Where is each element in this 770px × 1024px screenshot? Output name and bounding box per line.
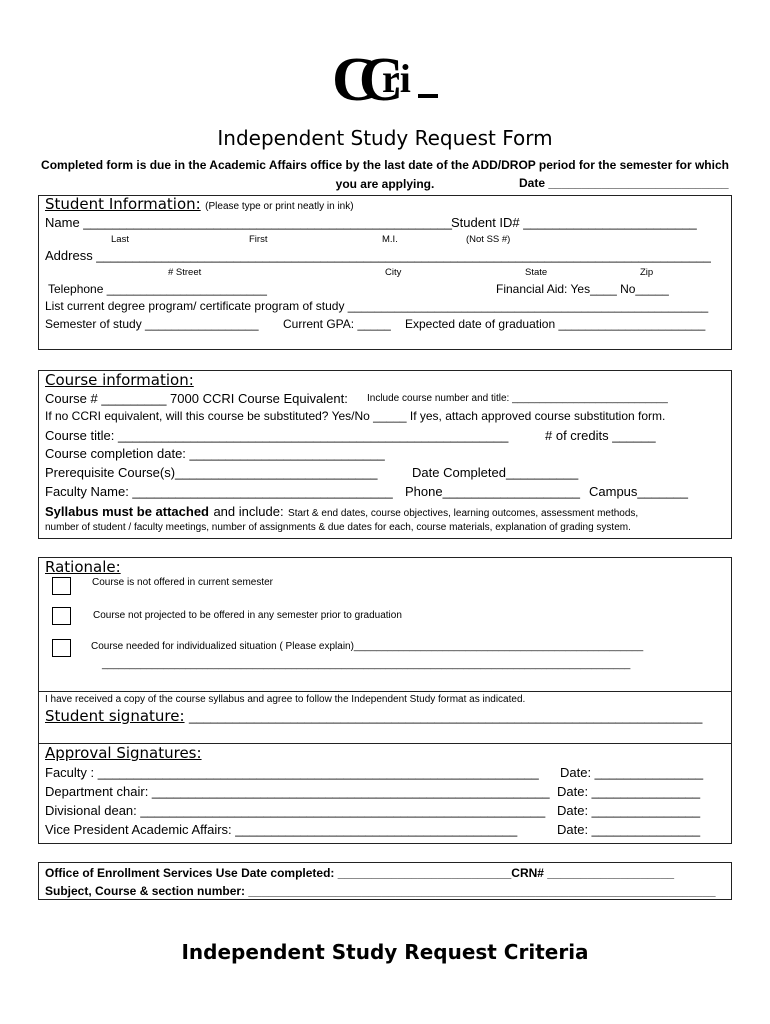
agreement-text: I have received a copy of the course syllabus and agree to follow the Independent Study format as indicated. — [45, 694, 526, 705]
checkbox-not-projected[interactable] — [52, 607, 71, 625]
dean-date-field[interactable]: Date: _______________ — [557, 803, 701, 818]
course-number-field[interactable]: Course # _________ 7000 CCRI Course Equivalent: — [45, 391, 348, 406]
first-label: First — [249, 234, 268, 245]
vp-signature-field[interactable]: Vice President Academic Affairs: _______________________________________ — [45, 822, 518, 837]
form-title: Independent Study Request Form — [217, 126, 553, 150]
option-not-offered: Course is not offered in current semester — [92, 577, 274, 588]
phone-field[interactable]: Phone___________________ — [405, 484, 580, 499]
mi-label: M.I. — [382, 234, 398, 245]
city-label: City — [385, 267, 402, 278]
zip-label: Zip — [640, 267, 654, 278]
completion-date-field[interactable]: Course completion date: ___________________________ — [45, 446, 385, 461]
syllabus-requirement — [45, 503, 638, 521]
student-id-field[interactable]: Student ID# ________________________ — [451, 215, 697, 230]
street-label: # Street — [168, 267, 202, 278]
date-completed-field[interactable]: Date Completed__________ — [412, 465, 579, 480]
svg-text:ri: ri — [382, 56, 411, 101]
syllabus-bold: Syllabus must be attached — [45, 504, 209, 519]
header-date-field[interactable]: Date ___________________________ — [519, 176, 729, 190]
student-info-heading — [45, 195, 354, 214]
syllabus-detail-2: number of student / faculty meetings, number of assignments & due dates for each, course materials, explanation of grading system. — [45, 522, 631, 533]
not-ss-label: (Not SS #) — [466, 234, 511, 245]
approval-title: Approval Signatures: — [45, 744, 202, 762]
course-info-title: Course information: — [45, 371, 194, 389]
rationale-title: Rationale: — [45, 558, 121, 576]
gpa-field[interactable]: Current GPA: _____ — [283, 317, 391, 331]
student-info-note: (Please type or print neatly in ink) — [205, 201, 354, 212]
prerequisite-field[interactable]: Prerequisite Course(s)____________________________ — [45, 465, 378, 480]
intro-text: Completed form is due in the Academic Affairs office by the last date of the ADD/DROP period for the semester for which you are applying. — [41, 158, 729, 191]
credits-field[interactable]: # of credits ______ — [545, 428, 656, 443]
name-field[interactable]: Name ___________________________________________________ — [45, 215, 453, 230]
faculty-date-field[interactable]: Date: _______________ — [560, 765, 704, 780]
telephone-field[interactable]: Telephone ________________________ — [48, 282, 267, 296]
svg-text:CC: CC — [332, 46, 386, 112]
checkbox-not-offered[interactable] — [52, 577, 71, 595]
chair-date-field[interactable]: Date: _______________ — [557, 784, 701, 799]
explain-line[interactable]: _______________________________________________________________________________________________ — [102, 659, 631, 670]
substitution-field[interactable]: If no CCRI equivalent, will this course be substituted? Yes/No _____ If yes, attach approved course substitution form. — [45, 409, 666, 423]
address-field[interactable]: Address _____________________________________________________________________________________ — [45, 248, 711, 263]
dean-signature-field[interactable]: Divisional dean: ________________________________________________________ — [45, 803, 546, 818]
chair-signature-field[interactable]: Department chair: _______________________________________________________ — [45, 784, 550, 799]
signature-label: Student signature: — [45, 707, 185, 725]
course-title-field[interactable]: Course title: ______________________________________________________ — [45, 428, 509, 443]
vp-date-field[interactable]: Date: _______________ — [557, 822, 701, 837]
last-label: Last — [111, 234, 129, 245]
office-use-line-2[interactable]: Subject, Course & section number: ______________________________________________________________________ — [45, 884, 716, 898]
signature-line[interactable]: _______________________________________________________________________ — [188, 709, 703, 724]
state-label: State — [525, 267, 548, 278]
faculty-name-field[interactable]: Faculty Name: ____________________________________ — [45, 484, 393, 499]
student-info-title: Student Information: — [45, 195, 201, 213]
semester-field[interactable]: Semester of study _________________ — [45, 317, 259, 331]
financial-aid-field[interactable]: Financial Aid: Yes____ No_____ — [496, 282, 669, 296]
syllabus-detail-1: Start & end dates, course objectives, learning outcomes, assessment methods, — [288, 508, 639, 519]
degree-program-field[interactable]: List current degree program/ certificate program of study ______________________________________________________ — [45, 299, 709, 313]
course-equivalent-field[interactable]: Include course number and title: ____________________________ — [367, 393, 668, 404]
student-signature-row[interactable] — [45, 707, 702, 726]
office-use-line-1[interactable]: Office of Enrollment Services Use Date completed: __________________________CRN# ___________________ — [45, 866, 675, 880]
criteria-title: Independent Study Request Criteria — [181, 940, 589, 964]
campus-field[interactable]: Campus_______ — [589, 484, 689, 499]
option-individualized[interactable]: Course needed for individualized situation ( Please explain)____________________________________________________ — [91, 641, 644, 652]
option-not-projected: Course not projected to be offered in any semester prior to graduation — [93, 610, 402, 621]
ccri-logo — [330, 40, 442, 112]
syllabus-and: and include: — [213, 504, 284, 519]
graduation-date-field[interactable]: Expected date of graduation ______________________ — [405, 317, 706, 331]
checkbox-individualized[interactable] — [52, 639, 71, 657]
faculty-signature-field[interactable]: Faculty : _____________________________________________________________ — [45, 765, 539, 780]
